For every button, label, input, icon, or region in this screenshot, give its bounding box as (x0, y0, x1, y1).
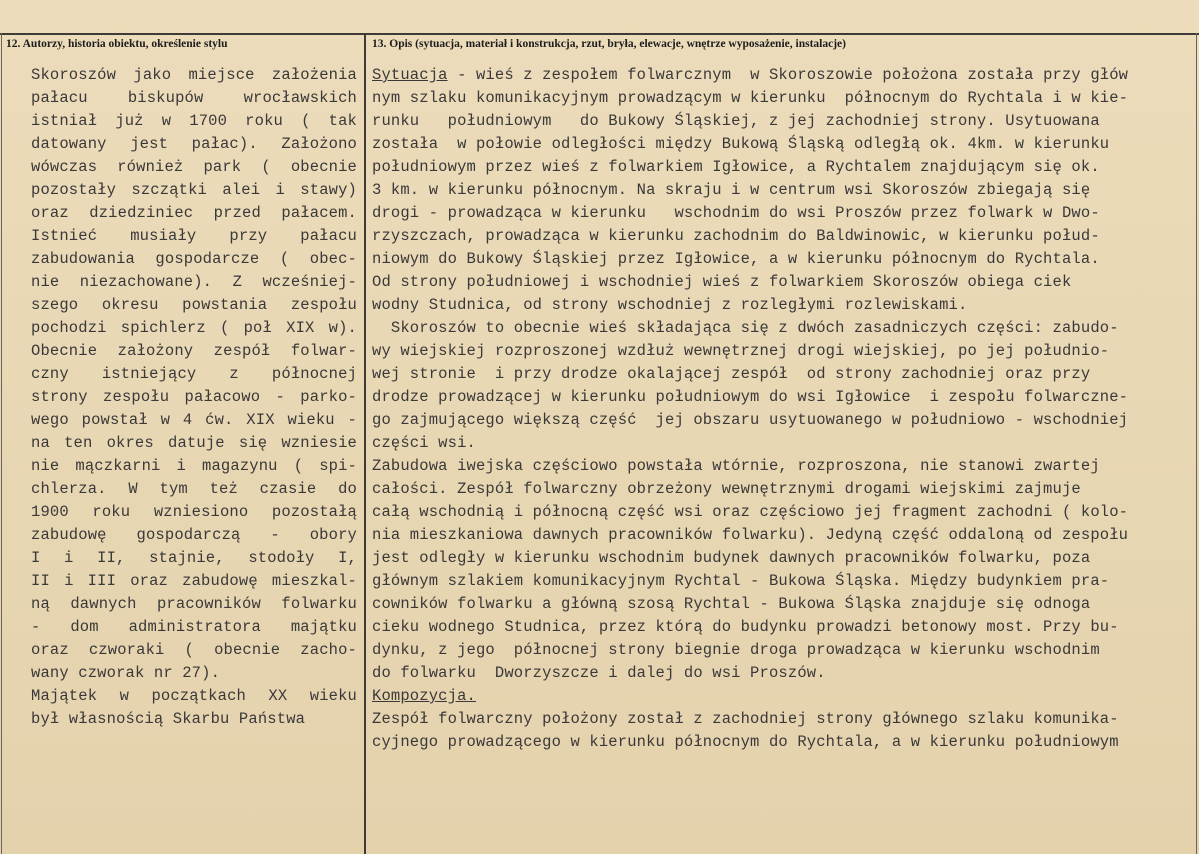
text-line: ną dawnych pracowników folwarku (31, 595, 357, 613)
text-line: całości. Zespół folwarczny obrzeżony wewnętrznymi drogami wiejskimi zajmuje (372, 480, 1081, 498)
section-13-text (372, 64, 1184, 754)
text-line: - dom administratora majątku (31, 618, 357, 636)
text-line: Skoroszów jako miejsce założenia (31, 66, 357, 84)
text-line: głównym szlakiem komunikacyjnym Rychtal - Bukowa Śląska. Między budynkiem pra- (372, 572, 1110, 590)
text-line: niowym do Bukowy Śląskiej przez Igłowice, a w kierunku północnym do Rychtala. (372, 250, 1100, 268)
text-line: wej stronie i przy drodze okalającej zespół od strony zachodniej oraz przy (372, 365, 1091, 383)
table-right-rule (1196, 33, 1197, 854)
text-line: II i III oraz zabudowę mieszkal- (31, 572, 357, 590)
text-line: Istnieć musiały przy pałacu (31, 227, 357, 245)
text-line: go zajmującego większą część jej obszaru usytuowanego w południowo - wschodniej (372, 411, 1129, 429)
text-line: Od strony południowej i wschodniej wieś z folwarkiem Skoroszów obiega ciek (372, 273, 1072, 291)
text-line: jest odległy w kierunku wschodnim budynek dawnych pracowników folwarku, poza (372, 549, 1091, 567)
text-line: wany czworak nr 27). (31, 664, 221, 682)
text-line: została w połowie odległości między Bukową Śląską odległą ok. 4km. w kierunku (372, 135, 1110, 153)
table-left-rule (1, 33, 2, 854)
section-12-header: 12. Autorzy, historia obiektu, określenie stylu (6, 38, 228, 50)
text-line: 1900 roku wzniesiono pozostałą (31, 503, 357, 521)
text-line: południowym przez wieś z folwarkiem Igłowice, a Rychtalem znajdującym się ok. (372, 158, 1100, 176)
text-run: - wieś z zespołem folwarcznym w Skoroszowie położona została przy głów (447, 66, 1129, 84)
text-line: strony zespołu pałacowo - parko- (31, 388, 357, 406)
table-top-rule (0, 33, 1199, 35)
situation-heading: Sytuacja (372, 66, 448, 84)
text-line: czny istniejący z północnej (31, 365, 357, 383)
text-line: nym szlaku komunikacyjnym prowadzącym w kierunku północnym do Rychtala i w kie- (372, 89, 1129, 107)
text-line: pozostały szczątki alei i stawy) (31, 181, 357, 199)
text-line (372, 64, 1184, 87)
text-line: oraz czworaki ( obecnie zacho- (31, 641, 357, 659)
text-line: pochodzi spichlerz ( poł XIX w). (31, 319, 357, 337)
section-12-text (31, 64, 357, 731)
text-line: części wsi. (372, 434, 476, 452)
text-line: datowany jest pałac). Założono (31, 135, 357, 153)
text-line: na ten okres datuje się wzniesie (31, 434, 357, 452)
text-line: zabudowania gospodarcze ( obec- (31, 250, 357, 268)
text-line: cieku wodnego Studnica, przez którą do budynku prowadzi betonowy most. Przy bu- (372, 618, 1119, 636)
text-line: rzyszczach, prowadząca w kierunku zachodnim do Baldwinowic, w kierunku połud- (372, 227, 1100, 245)
text-line: 3 km. w kierunku północnym. Na skraju i w centrum wsi Skoroszów zbiegają się (372, 181, 1091, 199)
text-line: Zespół folwarczny położony został z zachodniej strony głównego szlaku komunika- (372, 710, 1119, 728)
text-line: pałacu biskupów wrocławskich (31, 89, 357, 107)
text-line: cyjnego prowadzącego w kierunku północnym do Rychtala, a w kierunku południowym (372, 733, 1119, 751)
text-line: nia mieszkaniowa dawnych pracowników folwarku). Jedyną część oddaloną od zespołu (372, 526, 1129, 544)
text-line: Obecnie założony zespół folwar- (31, 342, 357, 360)
text-line: był własnością Skarbu Państwa (31, 710, 306, 728)
text-line: wego powstał w 4 ćw. XIX wieku - (31, 411, 357, 429)
section-13-header: 13. Opis (sytuacja, materiał i konstrukcja, rzut, bryła, elewacje, wnętrze wyposażenie, instalacje) (372, 38, 846, 50)
text-line: zabudowę gospodarczą - obory (31, 526, 357, 544)
text-line: Zabudowa iwejska częściowo powstała wtórnie, rozproszona, nie stanowi zwartej (372, 457, 1100, 475)
text-line: I i II, stajnie, stodoły I, (31, 549, 357, 567)
text-line (372, 685, 1184, 708)
column-divider (364, 33, 366, 854)
text-line: nie niezachowane). Z wcześniej- (31, 273, 357, 291)
text-line: drodze prowadzącej w kierunku południowym do wsi Igłowice i zespołu folwarczne- (372, 388, 1129, 406)
text-line: Majątek w początkach XX wieku (31, 687, 357, 705)
text-line: istniał już w 1700 roku ( tak (31, 112, 357, 130)
text-line: wy wiejskiej rozproszonej wzdłuż wewnętrznej drogi wiejskiej, po jej południo- (372, 342, 1110, 360)
text-line: runku południowym do Bukowy Śląskiej, z jej zachodniej strony. Usytuowana (372, 112, 1100, 130)
text-line: cowników folwarku a główną szosą Rychtal - Bukowa Śląska znajduje się odnoga (372, 595, 1091, 613)
composition-heading: Kompozycja. (372, 687, 476, 705)
text-line: całą wschodnią i północną część wsi oraz częściowo jej fragment zachodni ( kolo- (372, 503, 1129, 521)
text-line: do folwarku Dworzyszcze i dalej do wsi Proszów. (372, 664, 826, 682)
text-line: Skoroszów to obecnie wieś składająca się z dwóch zasadniczych części: zabudo- (372, 319, 1119, 337)
text-line: nie mączkarni i magazynu ( spi- (31, 457, 357, 475)
text-line: chlerza. W tym też czasie do (31, 480, 357, 498)
text-line: drogi - prowadząca w kierunku wschodnim do wsi Proszów przez folwark w Dwo- (372, 204, 1100, 222)
text-line: oraz dziedziniec przed pałacem. (31, 204, 357, 222)
text-line: wówczas również park ( obecnie (31, 158, 357, 176)
text-line: szego okresu powstania zespołu (31, 296, 357, 314)
text-line: wodny Studnica, od strony wschodniej z rozległymi rozlewiskami. (372, 296, 968, 314)
text-line: dynku, z jego północnej strony biegnie droga prowadząca w kierunku wschodnim (372, 641, 1100, 659)
